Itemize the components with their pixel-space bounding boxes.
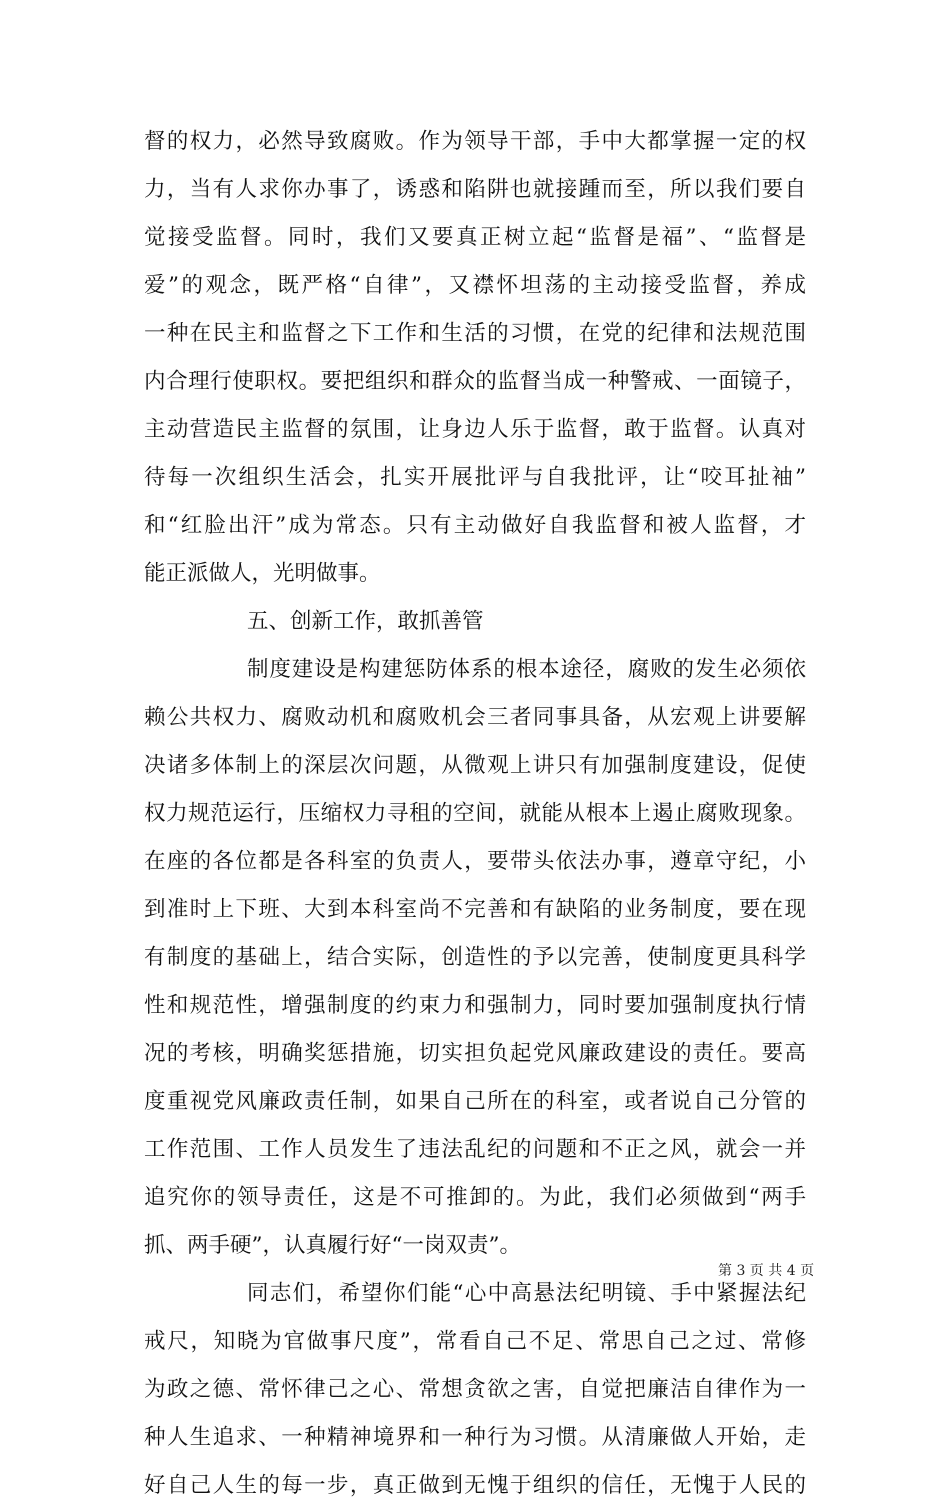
text-line: 觉接受监督。同时，我们又要真正树立起“监督是福”、“监督是 — [144, 225, 806, 250]
text-line: 追究你的领导责任，这是不可推卸的。为此，我们必须做到“两手 — [144, 1185, 806, 1210]
text-line: 工作范围、工作人员发生了违法乱纪的问题和不正之风，就会一并 — [144, 1137, 806, 1162]
text-line: 能正派做人，光明做事。 — [144, 561, 381, 586]
section-heading: 五、创新工作，敢抓善管 — [247, 609, 484, 634]
paragraph-supervision — [144, 118, 806, 598]
text-line: 督的权力，必然导致腐败。作为领导干部，手中大都掌握一定的权 — [144, 129, 806, 154]
text-line: 到准时上下班、大到本科室尚不完善和有缺陷的业务制度，要在现 — [144, 897, 806, 922]
text-line: 好自己人生的每一步，真正做到无愧于组织的信任，无愧于人民的 — [144, 1473, 806, 1498]
text-line: 有制度的基础上，结合实际，创造性的予以完善，使制度更具科学 — [144, 945, 806, 970]
text-line: 一种在民主和监督之下工作和生活的习惯，在党的纪律和法规范围 — [144, 321, 806, 346]
text-line: 同志们，希望你们能“心中高悬法纪明镜、手中紧握法纪 — [247, 1281, 806, 1306]
text-line: 爱”的观念，既严格“自律”，又襟怀坦荡的主动接受监督，养成 — [144, 273, 806, 298]
text-line: 戒尺，知晓为官做事尺度”，常看自己不足、常思自己之过、常修 — [144, 1329, 806, 1354]
text-line: 权力规范运行，压缩权力寻租的空间，就能从根本上遏止腐败现象。 — [144, 801, 806, 826]
paragraph-institution-building — [144, 646, 806, 1270]
text-line: 为政之德、常怀律己之心、常想贪欲之害，自觉把廉洁自律作为一 — [144, 1377, 806, 1402]
text-line: 种人生追求、一种精神境界和一种行为习惯。从清廉做人开始，走 — [144, 1425, 806, 1450]
text-line: 和“红脸出汗”成为常态。只有主动做好自我监督和被人监督，才 — [144, 513, 806, 538]
text-line: 制度建设是构建惩防体系的根本途径，腐败的发生必须依 — [247, 657, 806, 682]
text-line: 内合理行使职权。要把组织和群众的监督当成一种警戒、一面镜子， — [144, 369, 806, 394]
text-line: 抓、两手硬”，认真履行好“一岗双责”。 — [144, 1233, 521, 1258]
text-line: 待每一次组织生活会，扎实开展批评与自我批评，让“咬耳扯袖” — [144, 465, 806, 490]
text-line: 度重视党风廉政责任制，如果自己所在的科室，或者说自己分管的 — [144, 1089, 806, 1114]
text-line: 赖公共权力、腐败动机和腐败机会三者同事具备，从宏观上讲要解 — [144, 705, 806, 730]
text-line: 决诸多体制上的深层次问题，从微观上讲只有加强制度建设，促使 — [144, 753, 806, 778]
document-body — [144, 118, 815, 1510]
text-line: 况的考核，明确奖惩措施，切实担负起党风廉政建设的责任。要高 — [144, 1041, 806, 1066]
page-number-footer: 第 3 页 共 4 页 — [718, 1263, 815, 1279]
text-line: 在座的各位都是各科室的负责人，要带头依法办事，遵章守纪，小 — [144, 849, 806, 874]
text-line: 主动营造民主监督的氛围，让身边人乐于监督，敢于监督。认真对 — [144, 417, 806, 442]
paragraph-closing-remarks — [144, 1270, 806, 1510]
text-line: 力，当有人求你办事了，诱惑和陷阱也就接踵而至，所以我们要自 — [144, 177, 806, 202]
text-line: 性和规范性，增强制度的约束力和强制力，同时要加强制度执行情 — [144, 993, 806, 1018]
